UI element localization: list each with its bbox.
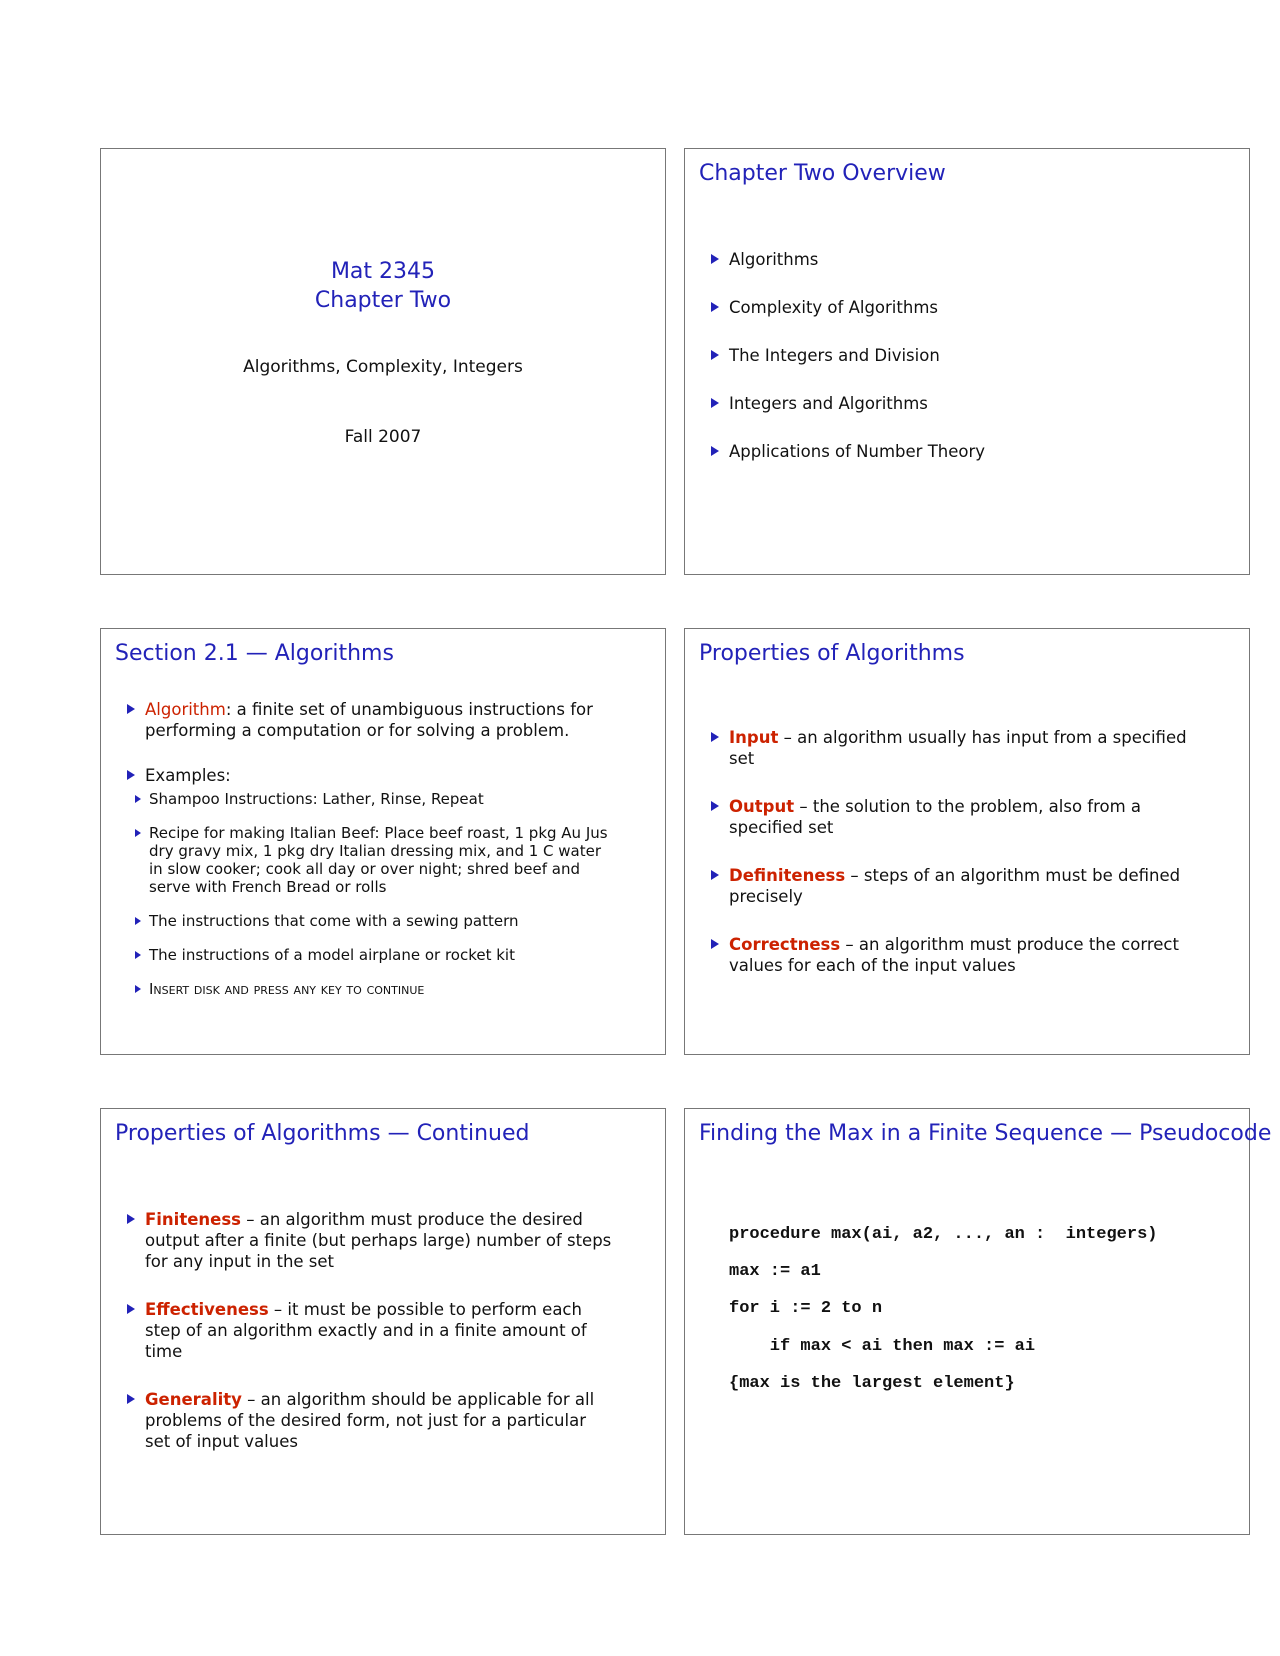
slide-title xyxy=(100,148,666,575)
overview-list xyxy=(699,249,985,462)
code-line: for i := 2 to n xyxy=(729,1299,883,1318)
list-item: Applications of Number Theory xyxy=(699,441,985,462)
list-item: The Integers and Division xyxy=(699,345,985,366)
bullet-arrow-icon xyxy=(135,829,141,837)
list-item: Algorithm: a finite set of unambiguous instructions for performing a computation or for solving a problem. xyxy=(115,699,615,741)
bullet-arrow-icon xyxy=(711,398,719,408)
properties-list xyxy=(699,727,1199,976)
list-item: Output – the solution to the problem, also from a specified set xyxy=(699,796,1199,838)
bullet-arrow-icon xyxy=(135,951,141,959)
list-item: Finiteness – an algorithm must produce the desired output after a finite (but perhaps large) number of steps for any input in the set xyxy=(115,1209,615,1272)
slide-overview xyxy=(684,148,1250,575)
code-line: max := a1 xyxy=(729,1262,821,1281)
list-item: Recipe for making Italian Beef: Place beef roast, 1 pkg Au Jus dry gravy mix, 1 pkg dry Italian dressing mix, and 1 C water in slow cooker; cook all day or over night; shred beef and serve with French Bread or rolls xyxy=(115,824,615,896)
list-item: The instructions that come with a sewing pattern xyxy=(115,912,615,930)
examples-list xyxy=(115,790,615,998)
list-item: Integers and Algorithms xyxy=(699,393,985,414)
term-label: Fall 2007 xyxy=(344,427,422,447)
slide-section-algorithms xyxy=(100,628,666,1055)
algorithms-list xyxy=(115,699,615,998)
bullet-arrow-icon xyxy=(711,801,719,811)
list-item: Generality – an algorithm should be applicable for all problems of the desired form, not just for a particular set of input values xyxy=(115,1389,615,1452)
bullet-arrow-icon xyxy=(711,254,719,264)
bullet-arrow-icon xyxy=(711,350,719,360)
bullet-arrow-icon xyxy=(127,1214,135,1224)
slide-properties xyxy=(684,628,1250,1055)
bullet-arrow-icon xyxy=(711,446,719,456)
bullet-arrow-icon xyxy=(127,770,135,780)
list-item: Algorithms xyxy=(699,249,985,270)
bullet-arrow-icon xyxy=(127,1394,135,1404)
code-line: procedure max(ai, a2, ..., an : integers) xyxy=(729,1225,1158,1244)
slide-heading: Properties of Algorithms — Continued xyxy=(115,1121,530,1146)
code-line: {max is the largest element} xyxy=(729,1374,1015,1393)
slide-heading: Finding the Max in a Finite Sequence — Pseudocode xyxy=(699,1121,1272,1146)
code-line: if max < ai then max := ai xyxy=(729,1337,1036,1356)
slide-pseudocode xyxy=(684,1108,1272,1535)
bullet-arrow-icon xyxy=(135,985,141,993)
bullet-arrow-icon xyxy=(711,732,719,742)
slide-heading: Properties of Algorithms xyxy=(699,641,965,666)
slide-subtitle: Algorithms, Complexity, Integers xyxy=(243,357,523,377)
bullet-arrow-icon xyxy=(711,870,719,880)
bullet-arrow-icon xyxy=(135,917,141,925)
bullet-arrow-icon xyxy=(711,302,719,312)
bullet-arrow-icon xyxy=(135,795,141,803)
course-title xyxy=(101,257,665,315)
bullet-arrow-icon xyxy=(127,1304,135,1314)
list-item: Input – an algorithm usually has input from a specified set xyxy=(699,727,1199,769)
slide-heading: Chapter Two Overview xyxy=(699,161,946,186)
bullet-arrow-icon xyxy=(127,704,135,714)
chapter-name: Chapter Two xyxy=(314,288,452,313)
slide-properties-continued xyxy=(100,1108,666,1535)
list-item: Insert disk and press any key to continue xyxy=(115,980,615,998)
list-item: Correctness – an algorithm must produce the correct values for each of the input values xyxy=(699,934,1199,976)
slide-heading: Section 2.1 — Algorithms xyxy=(115,641,394,666)
properties-list xyxy=(115,1209,615,1452)
list-item: Definiteness – steps of an algorithm must be defined precisely xyxy=(699,865,1199,907)
list-item: The instructions of a model airplane or rocket kit xyxy=(115,946,615,964)
list-item: Complexity of Algorithms xyxy=(699,297,985,318)
list-item: Examples: Shampoo Instructions: Lather, Rinse, Repeat Recipe for making Italian Beef: Place beef roast, 1 pkg Au Jus dry gravy mix, 1 pkg dry Italian dressing mix, and 1 C water in slow cooker; cook all day or over night; shred beef and serve with French Bread or rolls The instructions that come with a sewing pattern The instructions of a model airplane or rocket kit Insert disk and press any key to continue xyxy=(115,765,615,998)
course-number: Mat 2345 xyxy=(330,259,436,284)
list-item: Effectiveness – it must be possible to perform each step of an algorithm exactly and in a finite amount of time xyxy=(115,1299,615,1362)
bullet-arrow-icon xyxy=(711,939,719,949)
list-item: Shampoo Instructions: Lather, Rinse, Repeat xyxy=(115,790,615,808)
